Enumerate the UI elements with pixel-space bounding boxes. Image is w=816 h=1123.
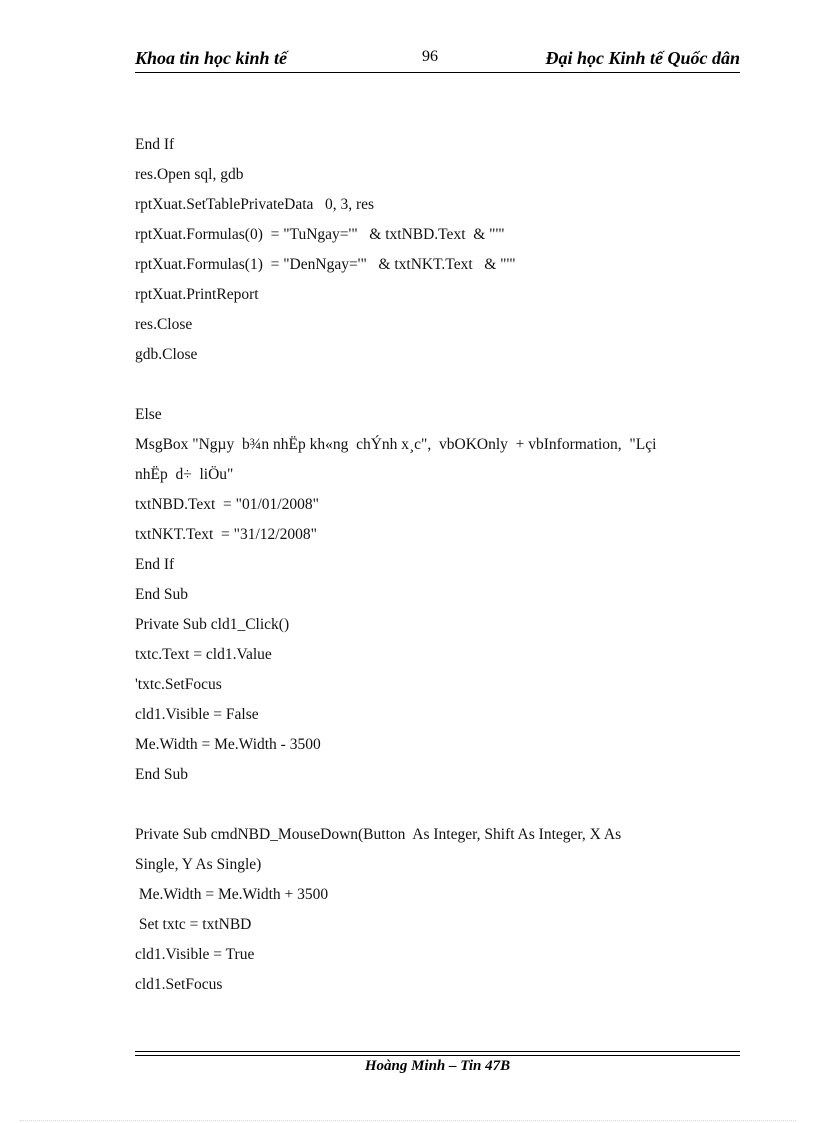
code-line: End Sub <box>135 586 188 603</box>
code-line: gdb.Close <box>135 346 198 363</box>
code-line: End If <box>135 136 175 153</box>
code-line: Set txtc = txtNBD <box>135 916 252 933</box>
code-line: txtc.Text = cld1.Value <box>135 646 272 663</box>
code-line: 'txtc.SetFocus <box>135 676 222 693</box>
header-faculty: Khoa tin học kinh tế <box>135 48 288 68</box>
code-line: txtNBD.Text = "01/01/2008" <box>135 496 319 513</box>
blank-line <box>135 790 735 820</box>
code-line: rptXuat.SetTablePrivateData 0, 3, res <box>135 196 375 213</box>
blank-line <box>135 370 735 400</box>
page-edge-dots <box>20 1120 796 1121</box>
code-line: Else <box>135 406 162 423</box>
code-line: cld1.Visible = False <box>135 706 259 723</box>
footer-rule <box>135 1051 740 1052</box>
code-line: res.Close <box>135 316 193 333</box>
code-line: MsgBox "Ngµy b¾n nhËp kh«ng chÝnh x¸c", vbOKOnly + vbInformation, "Lçi <box>135 436 657 453</box>
code-line: End Sub <box>135 766 188 783</box>
code-line: rptXuat.Formulas(1) = "DenNgay='" & txtNKT.Text & "'" <box>135 256 516 273</box>
page-footer: Hoàng Minh – Tin 47B <box>364 1058 511 1074</box>
code-line: End If <box>135 556 175 573</box>
code-line: rptXuat.Formulas(0) = "TuNgay='" & txtNBD.Text & "'" <box>135 226 505 243</box>
code-line: txtNKT.Text = "31/12/2008" <box>135 526 317 543</box>
page-number: 96 <box>422 48 438 65</box>
code-line: nhËp d÷ liÖu" <box>135 466 234 483</box>
code-line: cld1.SetFocus <box>135 976 223 993</box>
code-line: Private Sub cmdNBD_MouseDown(Button As Integer, Shift As Integer, X As <box>135 826 622 843</box>
code-listing <box>135 130 735 1000</box>
header-university: Đại học Kinh tế Quốc dân <box>545 48 740 68</box>
code-line: Me.Width = Me.Width + 3500 <box>135 886 329 903</box>
code-line: Me.Width = Me.Width - 3500 <box>135 736 321 753</box>
footer-rule-double <box>135 1055 740 1056</box>
code-line: Single, Y As Single) <box>135 856 262 873</box>
code-line: cld1.Visible = True <box>135 946 255 963</box>
page-header <box>135 46 740 73</box>
code-line: rptXuat.PrintReport <box>135 286 259 303</box>
code-line: res.Open sql, gdb <box>135 166 244 183</box>
code-line: Private Sub cld1_Click() <box>135 616 290 633</box>
